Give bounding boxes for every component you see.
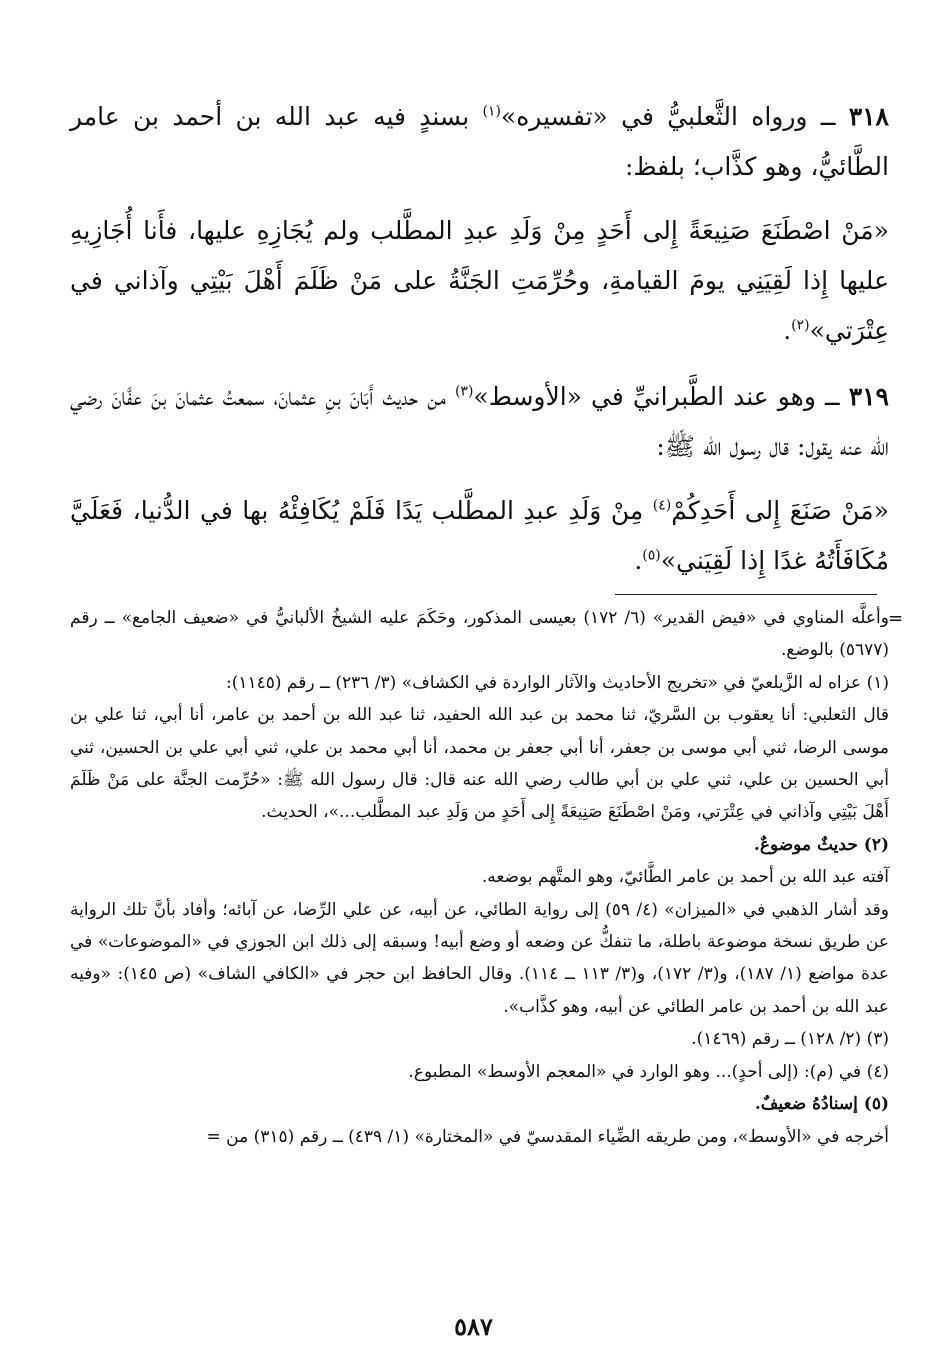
hadith-quote-319 (70, 486, 889, 586)
footnote-2: (٢) حديثٌ موضوعٌ. (753, 834, 889, 855)
quote-text: مِنْ وَلَدِ عبدِ المطَّلب يَدًا فَلَمْ يُكَافِئْهُ بها في الدُّنيا، فَعَلَيَّ مُكَافَأَتُهُ غدًا إِذا لَقِيَني» (70, 496, 889, 575)
footnote-2-text: آفته عبد الله بن أحمد بن عامر الطَّائيّ، وهو المتَّهم بوضعه. (481, 867, 889, 888)
footnote-continuation: وأعلَّه المناوي في «فيض القدير» (٦/ ١٧٢) بعيسى المذكور، وحَكَمَ عليه الشيخُ الألبانيُّ في «ضعيف الجامع» ــ رقم (٥٦٧٧) بالوضع. (70, 608, 889, 661)
paragraph-text: من حديث أَبَانَ بنِ عثمانَ، سمعتُ عثمانَ بنَ عفَّانَ رضي الله عنه يقول: قال رسول الله ﷺ: (70, 382, 889, 461)
footnote-ref[interactable]: (٥) (642, 547, 661, 564)
footnote-ref[interactable]: (٣) (454, 383, 474, 400)
footnote-ref[interactable]: (٢) (791, 317, 810, 334)
footnote-1-text: قال الثعلبي: أنا يعقوب بن السَّريّ، ثنا محمد بن عبد الله الحفيد، ثنا عبد الله بن أحمد بن عامر، أنا أبي، ثنا علي بن موسى الرضا، ثني أبي موسى بن جعفر، أنا أبي جعفر بن محمد، أنا أبي محمد بن علي، ثني أبي علي بن الحسين، ثني أبي الحسين بن علي، ثني علي بن أبي طالب رضي الله عنه قال: قال رسول الله ﷺ: «حُرِّمت الجنَّة على مَنْ ظَلَمَ أَهْلَ بَيْتِي وآذاني في عِتْرَتي، ومَنْ اصْطَنَعَ صَنِيعَةً إِلى أَحَدٍ من وَلَدِ عبد المطَّلب...»، الحديث. (70, 705, 889, 823)
continuation-marker: = (206, 1126, 221, 1147)
paragraph-text: بسندٍ فيه عبد الله بن أحمد بن عامر الطَّائيُّ، وهو كذَّاب؛ بلفظ: (70, 102, 889, 181)
page-number: ٥٨٧ (454, 1312, 493, 1341)
footnote-4: (٤) في (م): (إلى أحدٍ)... وهو الوارد في «المعجم الأوسط» المطبوع. (408, 1061, 889, 1082)
footnote-ref[interactable]: (١) (482, 103, 501, 120)
paragraph-318 (70, 92, 889, 192)
hadith-quote-318 (70, 206, 889, 356)
footnotes (70, 602, 889, 1153)
footnote-3: (٣) (٢/ ١٢٨) ــ رقم (١٤٦٩). (691, 1029, 889, 1050)
paragraph-text: ــ ورواه الثَّعلبيُّ في «تفسيره» (500, 102, 836, 131)
footnote-1: (١) عزاه له الزَّيلعيّ في «تخريج الأحاديث والآثار الواردة في الكشاف» (٣/ ٢٣٦) ــ رقم (١١٤٥): (225, 672, 889, 693)
footnote-5: (٥) إسنادُهُ ضعيفٌ. (754, 1094, 889, 1115)
hadith-number: ٣١٨ (848, 102, 889, 131)
footnote-separator (615, 594, 877, 595)
paragraph-319 (70, 372, 889, 472)
footnote-5-body: أخرجه في «الأوسط»، ومن طريقه الضِّياء المقدسيّ في «المختارة» (١/ ٤٣٩) ــ رقم (٣١٥) من (226, 1126, 889, 1147)
footnote-ref[interactable]: (٤) (652, 497, 672, 514)
hadith-number: ٣١٩ (848, 382, 889, 411)
quote-text: «مَنْ صَنَعَ إِلى أَحَدِكُمْ (671, 496, 889, 525)
quote-end: . (634, 546, 643, 575)
quote-text: «مَنْ اصْطَنَعَ صَنِيعَةً إِلى أَحَدٍ مِنْ وَلَدِ عبدِ المطَّلب ولم يُجَازِهِ عليها، فأَنا أُجَازِيهِ عليها إِذا لَقِيَنِي يومَ القيامةِ، وحُرِّمَتِ الجَنَّةُ على مَنْ ظَلَمَ أَهْلَ بَيْتِي وآذاني في عِتْرَتي» (70, 216, 889, 345)
paragraph-text: ــ وهو عند الطَّبرانيِّ في «الأوسط» (473, 382, 840, 411)
footnote-5-text (70, 1121, 889, 1153)
quote-end: . (783, 316, 792, 345)
continuation-marker: = (888, 608, 904, 629)
footnote-2-text: وقد أشار الذهبي في «الميزان» (٤/ ٥٩) إلى رواية الطائي، عن أبيه، عن علي الرِّضا، عن آبائه؛ وأفاد بأنَّ تلك الرواية عن طريق نسخة موضوعة باطلة، ما تنفكُّ عن وضعه أو وضع أبيه! وسبقه إلى ذلك ابن الجوزي في «الموضوعات» في عدة مواضع (١/ ١٨٧)، و(٣/ ١٧٢)، و(٣/ ١١٣ ــ ١١٤). وقال الحافظ ابن حجر في «الكافي الشاف» (ص ١٤٥): «وفيه عبد الله بن أحمد بن عامر الطائي عن أبيه، وهو كذَّاب». (70, 899, 889, 1017)
main-text (70, 92, 889, 602)
